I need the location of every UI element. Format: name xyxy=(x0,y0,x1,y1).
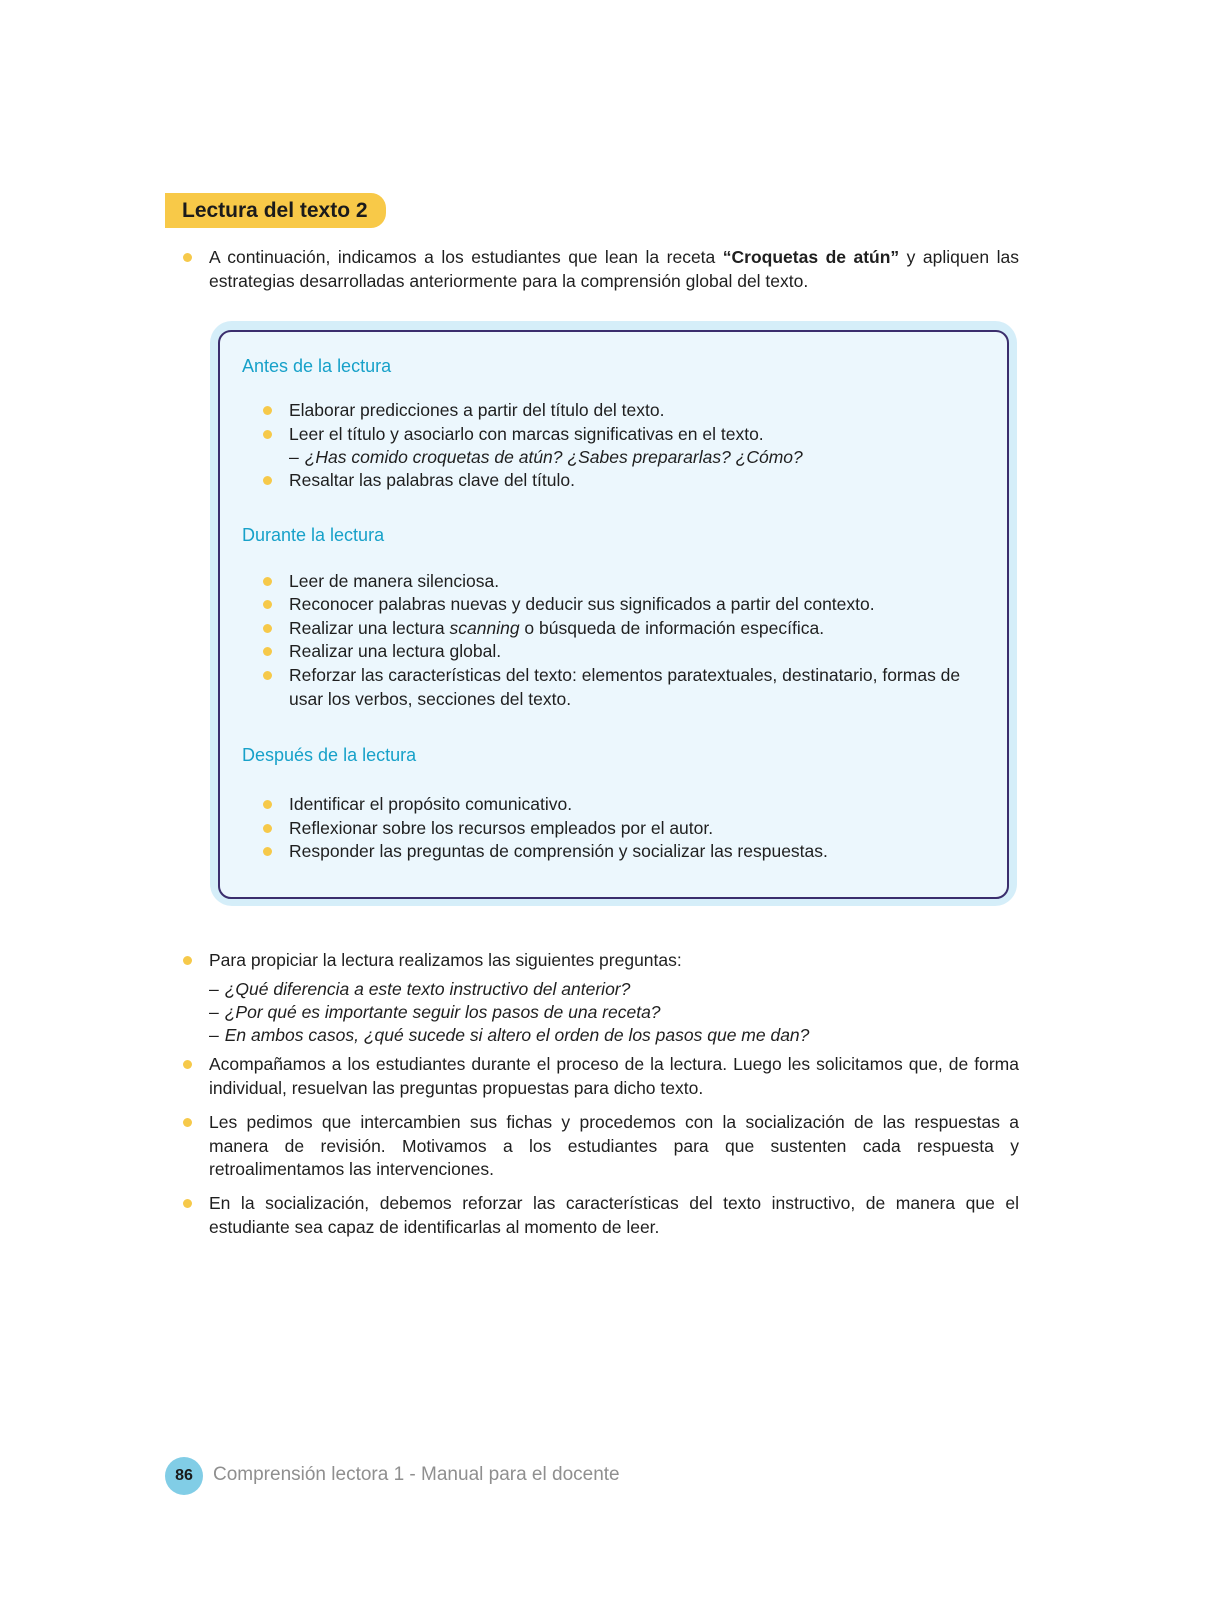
sub-question-text: ¿Has comido croquetas de atún? ¿Sabes prepararlas? ¿Cómo? xyxy=(304,447,803,467)
paragraph: Acompañamos a los estudiantes durante el proceso de la lectura. Luego les solicitamos que, de forma individual, resuelvan las preguntas propuestas para dicho texto. xyxy=(209,1054,1019,1098)
page-number-badge: 86 xyxy=(165,1457,203,1495)
bullet-icon xyxy=(263,406,272,415)
list-item: Leer el título y asociarlo con marcas significativas en el texto. xyxy=(289,424,764,444)
bullet-icon xyxy=(263,800,272,809)
recipe-title: “Croquetas de atún” xyxy=(722,247,900,267)
bullet-icon xyxy=(183,253,192,262)
question-item xyxy=(209,1024,809,1048)
heading-antes: Antes de la lectura xyxy=(242,356,392,376)
bullet-icon xyxy=(183,1118,192,1127)
paragraph: Les pedimos que intercambien sus fichas y procedemos con la socialización de las respuestas a manera de revisión. Motivamos a los estudiantes para que sustenten cada respuesta y retroalimentamos las intervenciones. xyxy=(209,1112,1019,1179)
paragraph-questions-intro: Para propiciar la lectura realizamos las siguientes preguntas: xyxy=(209,950,682,970)
item-italic: scanning xyxy=(449,618,520,638)
list-item: Identificar el propósito comunicativo. xyxy=(289,794,573,814)
list-item: Responder las preguntas de comprensión y socializar las respuestas. xyxy=(289,841,828,861)
dash: – xyxy=(209,1002,219,1022)
sub-question xyxy=(289,446,803,470)
list-item: Reflexionar sobre los recursos empleados por el autor. xyxy=(289,818,714,838)
bullet-icon xyxy=(183,1060,192,1069)
bullet-icon xyxy=(263,824,272,833)
item-text: Realizar una lectura xyxy=(289,618,450,638)
intro-paragraph xyxy=(209,246,1019,293)
bullet-icon xyxy=(263,671,272,680)
question-item xyxy=(209,1001,661,1025)
heading-despues: Después de la lectura xyxy=(242,745,417,765)
list-item: Reforzar las características del texto: elementos paratextuales, destinatario, formas de usar los verbos, secciones del texto. xyxy=(289,665,961,709)
bullet-icon xyxy=(183,1199,192,1208)
list-item: Resaltar las palabras clave del título. xyxy=(289,470,575,490)
bullet-icon xyxy=(263,476,272,485)
bullet-icon xyxy=(263,847,272,856)
heading-durante: Durante la lectura xyxy=(242,525,385,545)
question-item xyxy=(209,978,630,1002)
question-text: ¿Qué diferencia a este texto instructivo del anterior? xyxy=(224,979,631,999)
bullet-icon xyxy=(263,577,272,586)
bullet-icon xyxy=(263,430,272,439)
paragraph: En la socialización, debemos reforzar las características del texto instructivo, de manera que el estudiante sea capaz de identificarlas al momento de leer. xyxy=(209,1193,1019,1237)
footer-title: Comprensión lectora 1 - Manual para el docente xyxy=(213,1464,620,1485)
list-item: Realizar una lectura global. xyxy=(289,641,502,661)
list-item xyxy=(289,617,994,641)
bullet-icon xyxy=(263,600,272,609)
list-item: Reconocer palabras nuevas y deducir sus significados a partir del contexto. xyxy=(289,594,875,614)
bullet-icon xyxy=(263,624,272,633)
bullet-icon xyxy=(263,647,272,656)
intro-text-end: y apliquen las estrategias desarrolladas anteriormente para la comprensión global del texto. xyxy=(209,247,1019,291)
list-item: Leer de manera silenciosa. xyxy=(289,571,500,591)
question-text: En ambos casos, ¿qué sucede si altero el orden de los pasos que me dan? xyxy=(224,1025,810,1045)
dash: – xyxy=(209,979,219,999)
item-text-end: o búsqueda de información específica. xyxy=(519,618,825,638)
intro-text: A continuación, indicamos a los estudiantes que lean la receta xyxy=(209,247,723,267)
dash: – xyxy=(209,1025,219,1045)
dash: – xyxy=(289,447,299,467)
list-item: Elaborar predicciones a partir del título del texto. xyxy=(289,400,665,420)
question-text: ¿Por qué es importante seguir los pasos de una receta? xyxy=(224,1002,661,1022)
bullet-icon xyxy=(183,956,192,965)
section-title: Lectura del texto 2 xyxy=(165,193,386,228)
